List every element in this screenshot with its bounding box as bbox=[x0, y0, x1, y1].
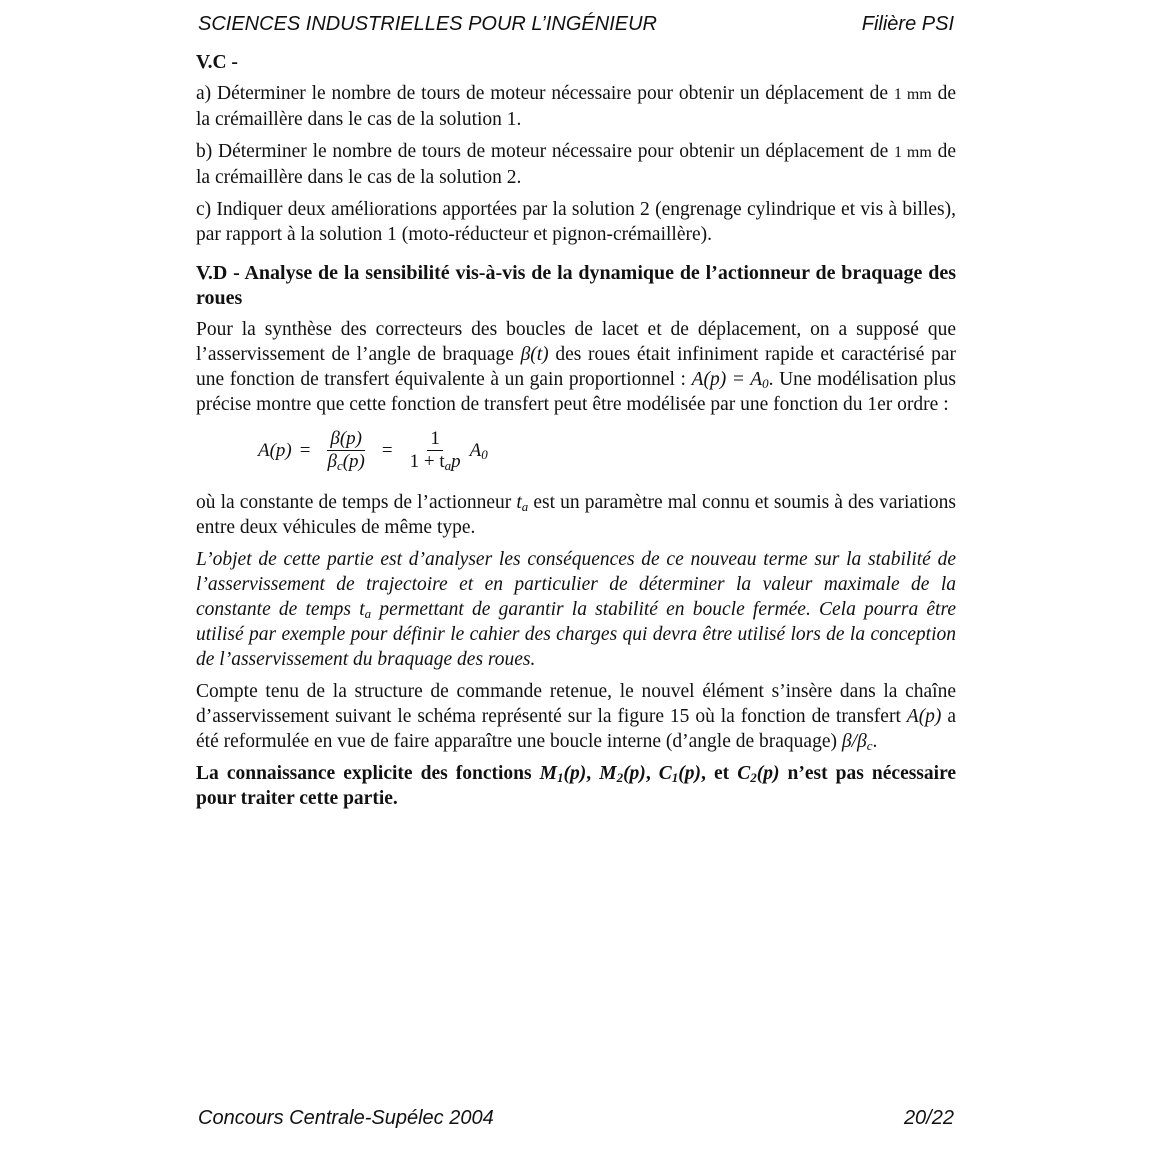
para1-text-2: des roues était infiniment rapide et caractérisé par une fonction de transfert équivalente à un gain proportionnel : bbox=[196, 344, 956, 390]
gain-math-base: A(p) = A bbox=[691, 369, 763, 390]
frac2-den-b: p bbox=[451, 450, 461, 472]
question-a bbox=[196, 81, 956, 132]
para5-text-2: n’est pas nécessaire pour traiter cette partie. bbox=[196, 763, 957, 809]
question-c: c) Indiquer deux améliorations apportées par la solution 2 (engrenage cylindrique et vis à billes), par rapport à la solution 1 (moto-réducteur et pignon-crémaillère). bbox=[196, 199, 956, 245]
frac2-den-sub: a bbox=[444, 457, 452, 473]
ta-sub: a bbox=[521, 499, 529, 514]
para3-text-1: L’objet de cette partie est d’analyser les conséquences de ce nouveau terme sur la stabilité de l’asservissement de trajectoire et en particulier de déterminer la valeur maximale de la constante de temps bbox=[196, 549, 956, 620]
frac1-den-arg: (p) bbox=[342, 450, 365, 472]
document-page bbox=[196, 0, 956, 1152]
ta-base: t bbox=[516, 492, 522, 513]
page-footer bbox=[196, 1104, 956, 1132]
c1-arg: (p) bbox=[678, 763, 702, 784]
question-b-unit: 1 mm bbox=[894, 144, 932, 161]
paragraph-synthese bbox=[196, 317, 956, 417]
c2-sub: 2 bbox=[750, 770, 757, 785]
gain-math bbox=[692, 369, 769, 390]
eq-gain-sub: 0 bbox=[481, 446, 488, 462]
para5-sep-2: , bbox=[645, 763, 659, 784]
para1-text-1: Pour la synthèse des correcteurs des boucles de lacet et de déplacement, on a supposé que l’asservissement de l’angle de braquage bbox=[196, 319, 956, 365]
para4-text-2: a été reformulée en vue de faire apparaître une boucle interne (d’angle de braquage) bbox=[196, 706, 956, 752]
c2-math bbox=[737, 763, 779, 784]
paragraph-objectif bbox=[196, 547, 956, 672]
ta2-base: t bbox=[359, 599, 365, 620]
section-vc-title: V.C - bbox=[196, 52, 238, 73]
para2-text-2: est un paramètre mal connu et soumis à des variations entre deux véhicules de même type. bbox=[196, 492, 956, 538]
question-b-text: b) Déterminer le nombre de tours de moteur nécessaire pour obtenir un déplacement de bbox=[196, 141, 895, 162]
para5-sep-1: , bbox=[586, 763, 600, 784]
ta2-sub: a bbox=[364, 606, 372, 621]
gain-math-sub: 0 bbox=[762, 376, 769, 391]
eq-sign-1: = bbox=[299, 439, 311, 461]
beta-t-math: β(t) bbox=[520, 344, 549, 365]
eq-gain bbox=[470, 438, 488, 463]
beta-ratio-math bbox=[842, 731, 873, 752]
fraction-beta-numerator: β(p) bbox=[327, 429, 365, 451]
c1-sub: 1 bbox=[671, 770, 679, 785]
m1-arg: (p) bbox=[563, 763, 587, 784]
m1-sub: 1 bbox=[557, 770, 564, 785]
paragraph-structure bbox=[196, 679, 956, 754]
paragraph-constante bbox=[196, 490, 956, 540]
para3-text-2: permettant de garantir la stabilité en boucle fermée. Cela pourra être utilisé par exemple pour définir le cahier des charges qui devra être utilisé lors de la conception de l’asservissement du braquage des roues. bbox=[196, 599, 956, 670]
fraction-first-order-numerator: 1 bbox=[427, 429, 443, 451]
m2-sub: 2 bbox=[616, 770, 624, 785]
question-a-text: a) Déterminer le nombre de tours de moteur nécessaire pour obtenir un déplacement de bbox=[196, 83, 894, 104]
question-a-end: de la crémaillère dans le cas de la solution 1. bbox=[196, 83, 956, 130]
c1-base: C bbox=[658, 763, 672, 784]
para5-text-1: La connaissance explicite des fonctions bbox=[196, 763, 540, 784]
ap-math: A(p) bbox=[906, 706, 942, 727]
para4-text-3: . bbox=[872, 731, 878, 752]
fraction-first-order bbox=[407, 429, 464, 472]
equation-row bbox=[258, 427, 488, 473]
header-track: Filière PSI bbox=[861, 13, 954, 35]
question-b-end: de la crémaillère dans le cas de la solution 2. bbox=[196, 141, 957, 188]
page-content bbox=[196, 50, 956, 818]
m1-math bbox=[540, 763, 587, 784]
fraction-beta bbox=[324, 429, 367, 472]
c1-math bbox=[659, 763, 701, 784]
para5-sep-3: , et bbox=[701, 763, 738, 784]
section-vd-title: V.D - Analyse de la sensibilité vis-à-vis de la dynamique de l’actionneur de braquage des roues bbox=[196, 262, 956, 309]
page-header bbox=[196, 10, 956, 38]
ta-math-2 bbox=[359, 599, 371, 620]
eq-sign-2: = bbox=[381, 439, 393, 461]
fraction-beta-denominator bbox=[324, 451, 367, 472]
ta-math bbox=[516, 492, 528, 513]
eq-lhs: A(p) bbox=[258, 439, 292, 461]
page-number: 20/22 bbox=[903, 1107, 954, 1129]
question-a-unit: 1 mm bbox=[893, 86, 932, 103]
c2-base: C bbox=[737, 763, 751, 784]
para2-text-1: où la constante de temps de l’actionneur bbox=[196, 492, 517, 513]
transfer-function-equation bbox=[196, 424, 956, 482]
beta-ratio-sub: c bbox=[866, 738, 873, 753]
m2-math bbox=[599, 763, 646, 784]
frac1-den-base: β bbox=[327, 450, 337, 472]
m1-base: M bbox=[539, 763, 558, 784]
header-title: SCIENCES INDUSTRIELLES POUR L’INGÉNIEUR bbox=[198, 13, 657, 35]
fraction-first-order-denominator bbox=[407, 451, 464, 472]
para1-text-3: . Une modélisation plus précise montre que cette fonction de transfert peut être modélisée par une fonction du 1er ordre : bbox=[196, 369, 956, 415]
paragraph-connaissance bbox=[196, 761, 956, 811]
eq-gain-base: A bbox=[469, 439, 482, 461]
frac2-den-a: 1 + t bbox=[409, 450, 445, 472]
c2-arg: (p) bbox=[756, 763, 780, 784]
para4-text-1: Compte tenu de la structure de commande retenue, le nouvel élément s’insère dans la chaîne d’asservissement suivant le schéma représenté sur la figure 15 où la fonction de transfert bbox=[196, 681, 956, 727]
footer-contest: Concours Centrale-Supélec 2004 bbox=[198, 1107, 494, 1129]
frac1-den-sub: c bbox=[336, 457, 343, 473]
m2-arg: (p) bbox=[623, 763, 646, 784]
beta-ratio-base: β/β bbox=[841, 731, 867, 752]
question-b bbox=[196, 139, 956, 190]
m2-base: M bbox=[599, 763, 617, 784]
